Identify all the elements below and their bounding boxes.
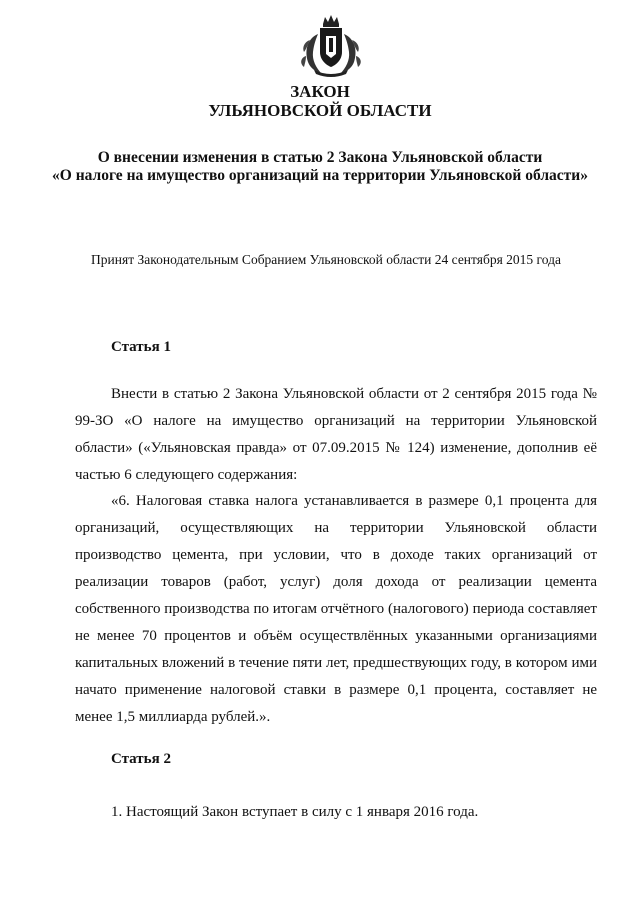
article-2-paragraph-1: 1. Настоящий Закон вступает в силу с 1 января 2016 года. <box>111 804 479 820</box>
law-title-line-1: ЗАКОН <box>290 82 350 101</box>
law-subject-line-1: О внесении изменения в статью 2 Закона Ульяновской области <box>97 149 543 166</box>
law-subject-line-2: «О налоге на имущество организаций на территории Ульяновской области» <box>52 167 588 184</box>
article-1-paragraph-1: Внести в статью 2 Закона Ульяновской области от 2 сентября 2015 года № 99-ЗО «О налоге на имущество организаций на территории Ульяновской области» («Ульяновская правда» от 07.09.2015 № 124) изменение, дополнив её частью 6 следующего содержания: <box>75 386 597 483</box>
article-1-heading: Статья 1 <box>111 339 171 355</box>
article-2-heading: Статья 2 <box>111 751 171 767</box>
law-title-line-2: УЛЬЯНОВСКОЙ ОБЛАСТИ <box>208 101 432 120</box>
coat-of-arms-icon <box>296 14 366 78</box>
article-1-paragraph-2: «6. Налоговая ставка налога устанавливается в размере 0,1 процента для организаций, осуществляющих на территории Ульяновской области производство цемента, при условии, что в доходе таких организаций от реализации товаров (работ, услуг) доля дохода от реализации цемента собственного производства по итогам отчётного (налогового) периода составляет не менее 70 процентов и объём осуществлённых указанными организациями капитальных вложений в течение пяти лет, предшествующих году, в котором ими начато применение налоговой ставки в размере 0,1 процента, составляет не менее 1,5 миллиарда рублей.». <box>75 493 597 725</box>
adoption-note: Принят Законодательным Собранием Ульяновской области 24 сентября 2015 года <box>91 252 561 267</box>
